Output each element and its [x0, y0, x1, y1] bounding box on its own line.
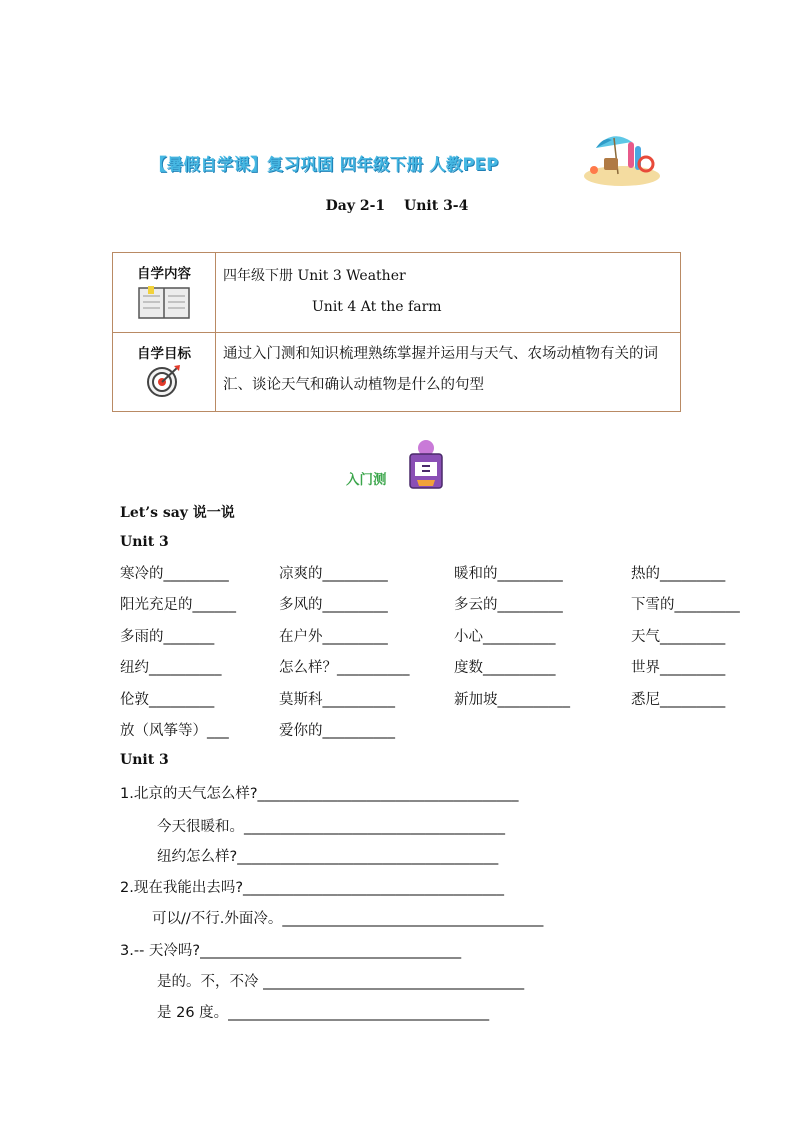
study-content-line1: 四年级下册 Unit 3 Weather [223, 268, 406, 284]
target-icon [146, 364, 182, 398]
vocab-item: 多云的_________ [454, 597, 563, 613]
vocab-item: 下雪的_________ [631, 597, 740, 613]
vocab-item: 悉尼_________ [631, 692, 726, 708]
vocab-item: 热的_________ [631, 566, 726, 582]
vocab-item: 纽约__________ [120, 660, 222, 676]
vocab-row [120, 593, 740, 613]
study-goal-row [113, 333, 681, 412]
sentence-item: 今天很暖和。____________________________________ [157, 819, 505, 835]
treat-bag-icon [405, 438, 447, 490]
vocab-row [120, 656, 726, 676]
lets-say-heading: Let’s say 说一说 [120, 505, 235, 521]
vocab-item: 伦敦_________ [120, 692, 215, 708]
study-content-row [113, 253, 681, 333]
day-label: Day 2-1 [325, 198, 386, 214]
vocab-item: 小心__________ [454, 629, 556, 645]
vocab-item: 度数__________ [454, 660, 556, 676]
study-info-table [112, 252, 681, 412]
vocab-item: 爱你的__________ [279, 723, 395, 739]
vocab-row [120, 719, 680, 739]
vocab-item: 阳光充足的______ [120, 597, 236, 613]
vocab-item: 天气_________ [631, 629, 726, 645]
sentence-item: 是的。不，不冷 ____________________________________ [157, 974, 525, 990]
study-content-label-cell [113, 253, 216, 333]
vocab-item: 新加坡__________ [454, 692, 570, 708]
vocab-item: 暖和的_________ [454, 566, 563, 582]
banner-title: 【暑假自学课】复习巩固 四年级下册 人教PEP [150, 155, 499, 174]
study-goal-label: 自学目标 [137, 346, 191, 362]
sentence-item: 是 26 度。____________________________________ [157, 1005, 490, 1021]
vocab-item: 多雨的_______ [120, 629, 215, 645]
study-content-label: 自学内容 [137, 266, 191, 282]
day-heading [0, 198, 794, 214]
study-content-cell [216, 253, 681, 333]
vocab-item: 世界_________ [631, 660, 726, 676]
vocab-item: 放（风筝等）___ [120, 723, 229, 739]
notebook-icon [138, 286, 190, 320]
sentence-item: 3.-- 天冷吗?____________________________________ [120, 943, 462, 959]
vocab-item: 凉爽的_________ [279, 566, 388, 582]
vocab-row [120, 625, 726, 645]
unit-range-label: Unit 3-4 [404, 198, 469, 214]
vocab-item: 莫斯科__________ [279, 692, 395, 708]
study-content-line2: Unit 4 At the farm [312, 299, 442, 315]
vocab-row [120, 562, 726, 582]
study-goal-cell: 通过入门测和知识梳理熟练掌握并运用与天气、农场动植物有关的词汇、谈论天气和确认动植物是什么的句型 [216, 333, 681, 412]
sentence-item: 2.现在我能出去吗?____________________________________ [120, 880, 505, 896]
vocab-item: 寒冷的_________ [120, 566, 229, 582]
vocab-item: 多风的_________ [279, 597, 388, 613]
entry-test-title: 入门测 [346, 472, 387, 488]
study-goal-label-cell [113, 333, 216, 412]
beach-illustration-icon [582, 126, 662, 188]
sentence-item: 1.北京的天气怎么样?____________________________________ [120, 786, 519, 802]
vocab-item: 在户外_________ [279, 629, 388, 645]
vocab-row [120, 688, 726, 708]
sentence-item: 可以//不行.外面冷。____________________________________ [152, 911, 544, 927]
vocab-item: 怎么样？__________ [279, 660, 410, 676]
unit-3-vocab-heading: Unit 3 [120, 534, 169, 550]
sentence-item: 纽约怎么样?____________________________________ [157, 849, 499, 865]
unit-3-sentences-heading: Unit 3 [120, 752, 169, 768]
